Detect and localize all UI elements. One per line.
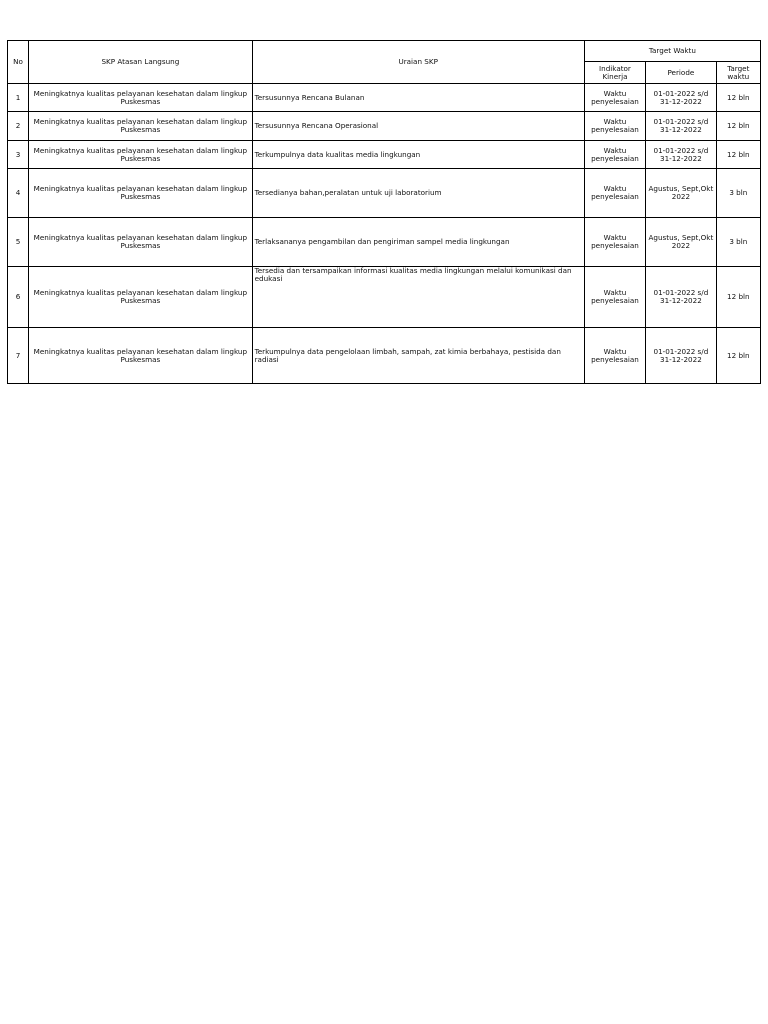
- header-periode: Periode: [646, 62, 716, 84]
- cell-no: 5: [8, 218, 29, 267]
- cell-periode: 01-01-2022 s/d 31-12-2022: [646, 112, 716, 141]
- header-skp-atasan: SKP Atasan Langsung: [29, 41, 252, 84]
- cell-target: 3 bln: [716, 169, 760, 218]
- cell-atasan: Meningkatnya kualitas pelayanan kesehatan dalam lingkup Puskesmas: [29, 84, 252, 112]
- cell-no: 2: [8, 112, 29, 141]
- cell-periode: 01-01-2022 s/d 31-12-2022: [646, 84, 716, 112]
- cell-periode: Agustus, Sept,Okt 2022: [646, 218, 716, 267]
- cell-indikator: Waktu penyelesaian: [584, 141, 645, 169]
- header-target: Target waktu: [716, 62, 760, 84]
- cell-atasan: Meningkatnya kualitas pelayanan kesehatan dalam lingkup Puskesmas: [29, 141, 252, 169]
- cell-uraian: Tersedianya bahan,peralatan untuk uji laboratorium: [252, 169, 584, 218]
- cell-uraian: Terlaksananya pengambilan dan pengiriman sampel media lingkungan: [252, 218, 584, 267]
- cell-atasan: Meningkatnya kualitas pelayanan kesehatan dalam lingkup Puskesmas: [29, 112, 252, 141]
- cell-periode: 01-01-2022 s/d 31-12-2022: [646, 267, 716, 328]
- table-row: [8, 141, 761, 169]
- header-row: [8, 41, 761, 62]
- cell-target: 12 bln: [716, 328, 760, 384]
- cell-target: 12 bln: [716, 84, 760, 112]
- cell-target: 12 bln: [716, 267, 760, 328]
- table-row: [8, 169, 761, 218]
- cell-target: 12 bln: [716, 112, 760, 141]
- cell-indikator: Waktu penyelesaian: [584, 328, 645, 384]
- cell-atasan: Meningkatnya kualitas pelayanan kesehatan dalam lingkup Puskesmas: [29, 267, 252, 328]
- cell-no: 4: [8, 169, 29, 218]
- cell-periode: 01-01-2022 s/d 31-12-2022: [646, 328, 716, 384]
- skp-table: [7, 40, 761, 384]
- table-row: [8, 112, 761, 141]
- cell-indikator: Waktu penyelesaian: [584, 169, 645, 218]
- cell-periode: Agustus, Sept,Okt 2022: [646, 169, 716, 218]
- cell-atasan: Meningkatnya kualitas pelayanan kesehatan dalam lingkup Puskesmas: [29, 218, 252, 267]
- cell-indikator: Waktu penyelesaian: [584, 218, 645, 267]
- cell-indikator: Waktu penyelesaian: [584, 112, 645, 141]
- table-row: [8, 267, 761, 328]
- cell-indikator: Waktu penyelesaian: [584, 267, 645, 328]
- cell-target: 3 bln: [716, 218, 760, 267]
- cell-target: 12 bln: [716, 141, 760, 169]
- cell-uraian: Terkumpulnya data pengelolaan limbah, sampah, zat kimia berbahaya, pestisida dan radiasi: [252, 328, 584, 384]
- cell-no: 7: [8, 328, 29, 384]
- cell-no: 1: [8, 84, 29, 112]
- table-row: [8, 328, 761, 384]
- cell-atasan: Meningkatnya kualitas pelayanan kesehatan dalam lingkup Puskesmas: [29, 328, 252, 384]
- header-no: No: [8, 41, 29, 84]
- cell-atasan: Meningkatnya kualitas pelayanan kesehatan dalam lingkup Puskesmas: [29, 169, 252, 218]
- cell-uraian: Terkumpulnya data kualitas media lingkungan: [252, 141, 584, 169]
- cell-uraian: Tersusunnya Rencana Bulanan: [252, 84, 584, 112]
- cell-no: 6: [8, 267, 29, 328]
- cell-no: 3: [8, 141, 29, 169]
- table-row: [8, 218, 761, 267]
- cell-uraian: Tersusunnya Rencana Operasional: [252, 112, 584, 141]
- cell-indikator: Waktu penyelesaian: [584, 84, 645, 112]
- header-indikator-kinerja: Indikator Kinerja: [584, 62, 645, 84]
- header-target-waktu: Target Waktu: [584, 41, 760, 62]
- table-row: [8, 84, 761, 112]
- cell-periode: 01-01-2022 s/d 31-12-2022: [646, 141, 716, 169]
- header-uraian-skp: Uraian SKP: [252, 41, 584, 84]
- cell-uraian: Tersedia dan tersampaikan informasi kualitas media lingkungan melalui komunikasi dan edukasi: [252, 267, 584, 328]
